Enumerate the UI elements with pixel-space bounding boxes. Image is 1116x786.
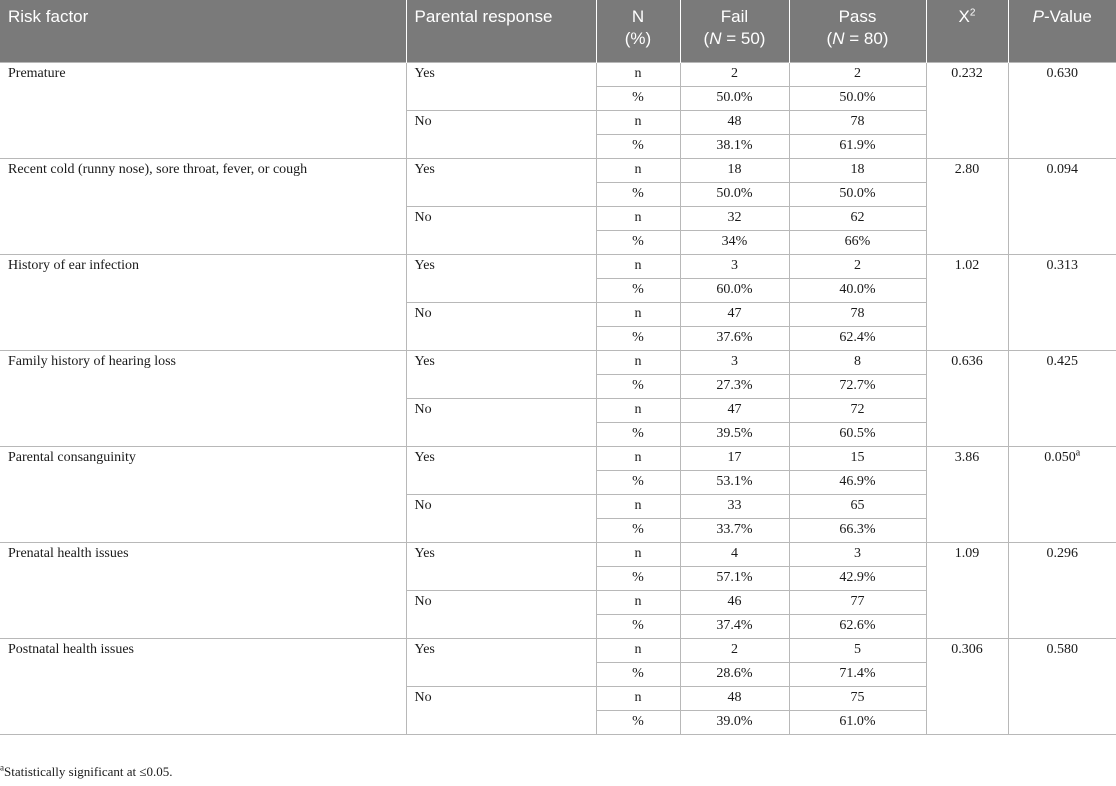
parental-response-cell: Yes [406,254,596,302]
header-pass-n-value: = 80) [844,29,889,48]
fail-value-cell: 39.0% [680,710,789,734]
pass-value-cell: 62.6% [789,614,926,638]
pass-value-cell: 62 [789,206,926,230]
pass-value-cell: 50.0% [789,86,926,110]
pass-value-cell: 65 [789,494,926,518]
table-row [0,254,1116,278]
header-n-line2: (%) [624,29,652,48]
risk-factor-cell: Family history of hearing loss [0,350,406,446]
footnote [0,764,173,780]
stat-label-cell: n [596,110,680,134]
p-value-text: 0.425 [1046,353,1078,369]
fail-value-cell: 33.7% [680,518,789,542]
p-value-cell [1008,350,1116,446]
header-fail-n-label: N [709,29,722,48]
p-value-cell [1008,62,1116,158]
stat-label-cell: % [596,470,680,494]
stat-label-cell: n [596,302,680,326]
pass-value-cell: 60.5% [789,422,926,446]
fail-value-cell: 3 [680,254,789,278]
fail-value-cell: 57.1% [680,566,789,590]
header-p-italic: P [1032,7,1044,26]
fail-value-cell: 47 [680,398,789,422]
pass-value-cell: 61.0% [789,710,926,734]
risk-factor-cell: Recent cold (runny nose), sore throat, fever, or cough [0,158,406,254]
stat-label-cell: % [596,86,680,110]
fail-value-cell: 28.6% [680,662,789,686]
pass-value-cell: 50.0% [789,182,926,206]
footnote-text: Statistically significant at ≤0.05. [4,764,173,779]
pass-value-cell: 61.9% [789,134,926,158]
pass-value-cell: 66% [789,230,926,254]
stat-label-cell: % [596,614,680,638]
fail-value-cell: 46 [680,590,789,614]
fail-value-cell: 2 [680,62,789,86]
pass-value-cell: 8 [789,350,926,374]
stat-label-cell: % [596,230,680,254]
p-value-text: 0.296 [1046,545,1078,561]
stat-label-cell: n [596,542,680,566]
header-fail: Fail (N = 50) [680,0,789,62]
pass-value-cell: 75 [789,686,926,710]
fail-value-cell: 33 [680,494,789,518]
fail-value-cell: 4 [680,542,789,566]
table-row [0,62,1116,86]
fail-value-cell: 2 [680,638,789,662]
pass-value-cell: 18 [789,158,926,182]
header-risk-factor: Risk factor [0,0,406,62]
risk-factor-cell: Postnatal health issues [0,638,406,734]
stat-label-cell: n [596,254,680,278]
parental-response-cell: No [406,398,596,446]
risk-factor-cell: History of ear infection [0,254,406,350]
p-value-text: 0.050 [1044,449,1076,465]
fail-value-cell: 50.0% [680,182,789,206]
stat-label-cell: % [596,662,680,686]
stat-label-cell: % [596,374,680,398]
stat-label-cell: n [596,638,680,662]
pass-value-cell: 71.4% [789,662,926,686]
risk-factor-cell: Prenatal health issues [0,542,406,638]
fail-value-cell: 32 [680,206,789,230]
stat-label-cell: n [596,398,680,422]
p-value-text: 0.630 [1046,65,1078,81]
parental-response-cell: Yes [406,158,596,206]
table-row [0,542,1116,566]
fail-value-cell: 48 [680,110,789,134]
parental-response-cell: No [406,302,596,350]
table-row [0,158,1116,182]
fail-value-cell: 3 [680,350,789,374]
fail-value-cell: 60.0% [680,278,789,302]
fail-value-cell: 38.1% [680,134,789,158]
chi-square-cell: 0.306 [926,638,1008,734]
pass-value-cell: 72.7% [789,374,926,398]
risk-factor-cell: Parental consanguinity [0,446,406,542]
fail-value-cell: 53.1% [680,470,789,494]
header-pass: Pass (N = 80) [789,0,926,62]
stat-label-cell: % [596,518,680,542]
fail-value-cell: 18 [680,158,789,182]
header-pass-n-label: N [832,29,845,48]
fail-value-cell: 34% [680,230,789,254]
stat-label-cell: % [596,422,680,446]
parental-response-cell: Yes [406,62,596,110]
stat-label-cell: n [596,686,680,710]
chi-square-cell: 1.02 [926,254,1008,350]
table-row [0,446,1116,470]
pass-value-cell: 78 [789,302,926,326]
fail-value-cell: 37.6% [680,326,789,350]
parental-response-cell: Yes [406,446,596,494]
p-value-cell [1008,446,1116,542]
pass-value-cell: 66.3% [789,518,926,542]
p-value-text: 0.313 [1046,257,1078,273]
chi-square-cell: 3.86 [926,446,1008,542]
table-header [0,0,1116,62]
parental-response-cell: No [406,206,596,254]
header-p-rest: -Value [1043,7,1092,26]
stat-label-cell: % [596,710,680,734]
stat-label-cell: % [596,566,680,590]
p-value-cell [1008,638,1116,734]
p-value-footnote-marker: a [1075,446,1081,458]
pass-value-cell: 15 [789,446,926,470]
header-fail-line1: Fail [720,7,749,26]
fail-value-cell: 50.0% [680,86,789,110]
stat-label-cell: n [596,446,680,470]
parental-response-cell: Yes [406,638,596,686]
header-chi-base: X [958,7,970,26]
fail-value-cell: 39.5% [680,422,789,446]
footnote-marker: a [0,762,4,773]
p-value-text: 0.580 [1046,641,1078,657]
pass-value-cell: 46.9% [789,470,926,494]
pass-value-cell: 3 [789,542,926,566]
pass-value-cell: 2 [789,254,926,278]
pass-value-cell: 78 [789,110,926,134]
header-parental-response: Parental response [406,0,596,62]
stat-label-cell: % [596,278,680,302]
risk-factor-cell: Premature [0,62,406,158]
stat-label-cell: % [596,326,680,350]
fail-value-cell: 47 [680,302,789,326]
stat-label-cell: n [596,206,680,230]
header-chi-sup: 2 [969,7,976,19]
chi-square-cell: 1.09 [926,542,1008,638]
p-value-cell [1008,542,1116,638]
parental-response-cell: No [406,494,596,542]
stat-label-cell: % [596,134,680,158]
pass-value-cell: 77 [789,590,926,614]
table-row [0,350,1116,374]
header-chi-square [926,0,1008,62]
pass-value-cell: 40.0% [789,278,926,302]
pass-value-cell: 62.4% [789,326,926,350]
pass-value-cell: 72 [789,398,926,422]
pass-value-cell: 5 [789,638,926,662]
parental-response-cell: Yes [406,542,596,590]
header-pass-line1: Pass [838,7,877,26]
parental-response-cell: No [406,590,596,638]
fail-value-cell: 37.4% [680,614,789,638]
chi-square-cell: 0.636 [926,350,1008,446]
header-n-percent [596,0,680,62]
p-value-cell [1008,158,1116,254]
pass-value-cell: 42.9% [789,566,926,590]
stat-label-cell: n [596,62,680,86]
table-row [0,638,1116,662]
stat-label-cell: n [596,590,680,614]
chi-square-cell: 2.80 [926,158,1008,254]
parental-response-cell: No [406,110,596,158]
fail-value-cell: 48 [680,686,789,710]
fail-value-cell: 17 [680,446,789,470]
chi-square-cell: 0.232 [926,62,1008,158]
fail-value-cell: 27.3% [680,374,789,398]
table-body [0,62,1116,734]
pass-value-cell: 2 [789,62,926,86]
p-value-cell [1008,254,1116,350]
parental-response-cell: Yes [406,350,596,398]
header-fail-n-value: = 50) [721,29,766,48]
parental-response-cell: No [406,686,596,734]
stat-label-cell: n [596,158,680,182]
header-p-value [1008,0,1116,62]
header-n-line1: N [631,7,645,26]
stat-label-cell: n [596,494,680,518]
stat-label-cell: % [596,182,680,206]
p-value-text: 0.094 [1046,161,1078,177]
stat-label-cell: n [596,350,680,374]
